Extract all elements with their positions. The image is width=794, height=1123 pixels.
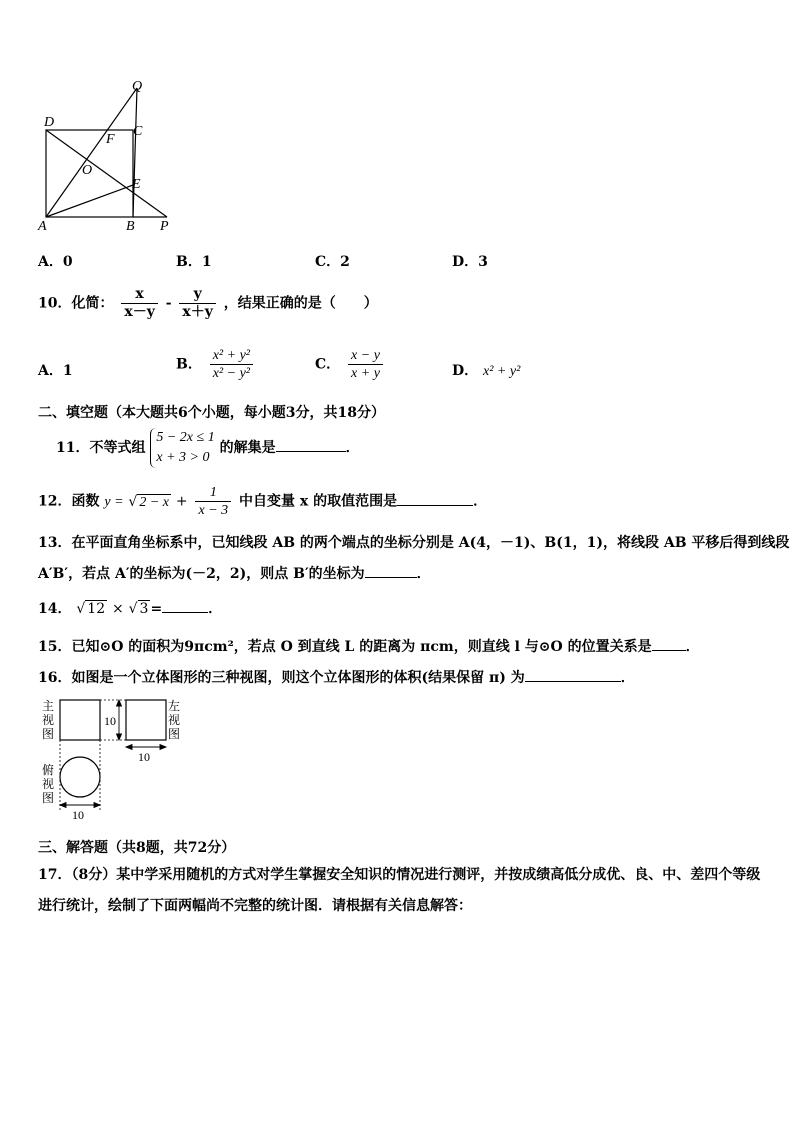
front-view-label-3: 图 (42, 727, 55, 741)
side-view-label-1: 左 (168, 699, 181, 713)
q10-option-c[interactable] (315, 347, 386, 382)
q13-line-1: 13．在平面直角坐标系中，已知线段 AB 的两个端点的坐标分别是 A(4，－1)、B(1，1)，将线段 AB 平移后得到线段 (38, 535, 790, 551)
front-view-label-2: 视 (42, 713, 55, 727)
q12-numerator: 1 (195, 484, 231, 502)
top-view-label-3: 图 (42, 791, 55, 805)
q10-option-d-expression: x² + y² (483, 364, 521, 379)
question-11: 11．不等式组 5 − 2x ≤ 1 x + 3 > 0 的解集是 ． (56, 428, 360, 468)
point-label-f: F (106, 132, 115, 147)
section-3-heading: 三、解答题（共8题，共72分） (38, 840, 236, 856)
q10-minus: - (165, 295, 172, 312)
geometry-figure-q9 (30, 78, 190, 238)
q13-line-2: A′B′，若点 A′的坐标为(－2，2)，则点 B′的坐标为 ． (38, 566, 431, 582)
q10-option-b-numerator: x² + y² (210, 347, 253, 365)
q10-prefix: 10．化简： (38, 295, 114, 312)
q17-line-1: 17．（8分）某中学采用随机的方式对学生掌握安全知识的情况进行测评，并按成绩高低分成优、良、中、差四个等级 (38, 867, 761, 883)
q10-fraction-2 (179, 286, 215, 321)
front-view-label-1: 主 (42, 699, 55, 713)
q10-option-d[interactable] (452, 360, 520, 380)
height-arrow-bottom (117, 734, 122, 740)
side-width-arrow-left (126, 745, 132, 750)
q11-prefix: 11．不等式组 (56, 440, 146, 456)
q10-option-b-fraction (210, 347, 253, 382)
point-label-a: A (38, 219, 47, 234)
height-arrow-top (117, 700, 122, 706)
question-12: 12．函数 y = √ 2 − x + $\frac{1}{x - 3}$ 中自变量 x 的取值范围是 ． (38, 485, 488, 518)
q12-prefix: 12．函数 (38, 493, 100, 510)
q10-frac1-numerator: x (121, 286, 157, 304)
q10-option-c-fraction (348, 347, 383, 382)
q12-function: y = (104, 494, 124, 510)
q13-answer-blank[interactable] (365, 565, 417, 578)
question-14: 14． √ 12 × √ 3 = ． (38, 601, 223, 617)
q14-prefix: 14． (38, 601, 72, 617)
side-width-arrow-right (160, 745, 166, 750)
q9-option-a[interactable]: A．0 (38, 254, 73, 270)
question-10 (38, 286, 378, 321)
q14-answer-blank[interactable] (162, 600, 208, 613)
q14-radical-2: √ 3 (128, 601, 149, 617)
side-view-label-2: 视 (168, 713, 181, 727)
q12-radicand: 2 − x (139, 494, 169, 510)
segment-ae (46, 185, 133, 217)
top-view-label-1: 俯 (42, 763, 55, 777)
q14-times: × (111, 601, 124, 617)
point-label-e: E (132, 177, 141, 192)
q14-radicand-1: 12 (87, 601, 106, 617)
q12-fraction (195, 484, 231, 519)
q10-option-c-label: C． (315, 356, 341, 373)
q10-option-b[interactable] (176, 347, 256, 382)
top-width-dimension-value: 10 (72, 808, 84, 822)
top-view-label-2: 视 (42, 777, 55, 791)
point-label-o: O (82, 163, 93, 178)
segment-aq (46, 88, 137, 217)
point-label-d: D (44, 115, 55, 130)
q11-answer-blank[interactable] (276, 439, 346, 452)
segment-qb (133, 88, 137, 217)
point-label-p: P (160, 219, 169, 234)
top-width-arrow-right (94, 803, 100, 808)
side-view-label-3: 图 (168, 727, 181, 741)
q10-option-a[interactable]: A．1 (38, 363, 73, 379)
q14-radicand-2: 3 (139, 601, 149, 617)
q11-inequality-system (150, 428, 214, 468)
q10-fraction-1 (121, 286, 157, 321)
q12-plus: + (175, 493, 188, 510)
q10-frac2-denominator: x＋y (182, 304, 213, 320)
height-dimension-value: 10 (104, 714, 116, 728)
front-view-square (60, 700, 100, 740)
q14-radical-1: √ 12 (76, 601, 106, 617)
q15-answer-blank[interactable] (652, 638, 686, 651)
q11-inequality-1: 5 − 2x ≤ 1 (156, 430, 215, 445)
q17-line-2: 进行统计，绘制了下面两幅尚不完整的统计图．请根据有关信息解答： (38, 898, 472, 914)
top-width-arrow-left (60, 803, 66, 808)
q15-text: 15．已知⊙O 的面积为9πcm²，若点 O 到直线 L 的距离为 πcm，则直线 l 与⊙O 的位置关系是 (38, 639, 652, 655)
q14-equals: = (150, 601, 163, 617)
q10-option-c-numerator: x − y (348, 347, 383, 365)
q9-option-d[interactable]: D．3 (452, 254, 488, 270)
three-view-figure-q16 (38, 694, 188, 824)
q9-option-c[interactable]: C．2 (315, 254, 350, 270)
q10-option-c-denominator: x + y (351, 366, 380, 381)
q12-answer-blank[interactable] (397, 493, 473, 506)
q16-text: 16．如图是一个立体图形的三种视图，则这个立体图形的体积(结果保留 π) 为 (38, 670, 525, 686)
q9-option-b[interactable]: B．1 (176, 254, 212, 270)
q10-frac1-denominator: x－y (124, 304, 155, 320)
q12-radical: √ 2 − x (128, 493, 169, 510)
q10-option-d-label: D． (452, 363, 479, 379)
section-2-heading: 二、填空题（本大题共6个小题，每小题3分，共18分） (38, 405, 385, 421)
q10-option-b-label: B． (176, 356, 202, 373)
question-15: 15．已知⊙O 的面积为9πcm²，若点 O 到直线 L 的距离为 πcm，则直线 l 与⊙O 的位置关系是 ． (38, 639, 700, 655)
point-label-c: C (133, 124, 143, 139)
q11-inequality-2: x + 3 > 0 (156, 450, 210, 465)
side-view-square (126, 700, 166, 740)
side-width-dimension-value: 10 (138, 750, 150, 764)
q16-answer-blank[interactable] (525, 669, 621, 682)
q10-suffix: ，结果正确的是（ ） (223, 295, 378, 312)
point-label-q: Q (132, 79, 143, 94)
point-label-b: B (126, 219, 135, 234)
q12-suffix: 中自变量 x 的取值范围是 (239, 493, 398, 510)
q11-suffix: 的解集是 (219, 440, 276, 456)
top-view-circle (60, 757, 100, 797)
question-16: 16．如图是一个立体图形的三种视图，则这个立体图形的体积(结果保留 π) 为 ． (38, 670, 635, 686)
q10-option-b-denominator: x² − y² (212, 366, 250, 381)
q10-frac2-numerator: y (179, 286, 215, 304)
q13-line-2-text: A′B′，若点 A′的坐标为(－2，2)，则点 B′的坐标为 (38, 566, 365, 582)
q12-denominator: x − 3 (198, 503, 229, 518)
